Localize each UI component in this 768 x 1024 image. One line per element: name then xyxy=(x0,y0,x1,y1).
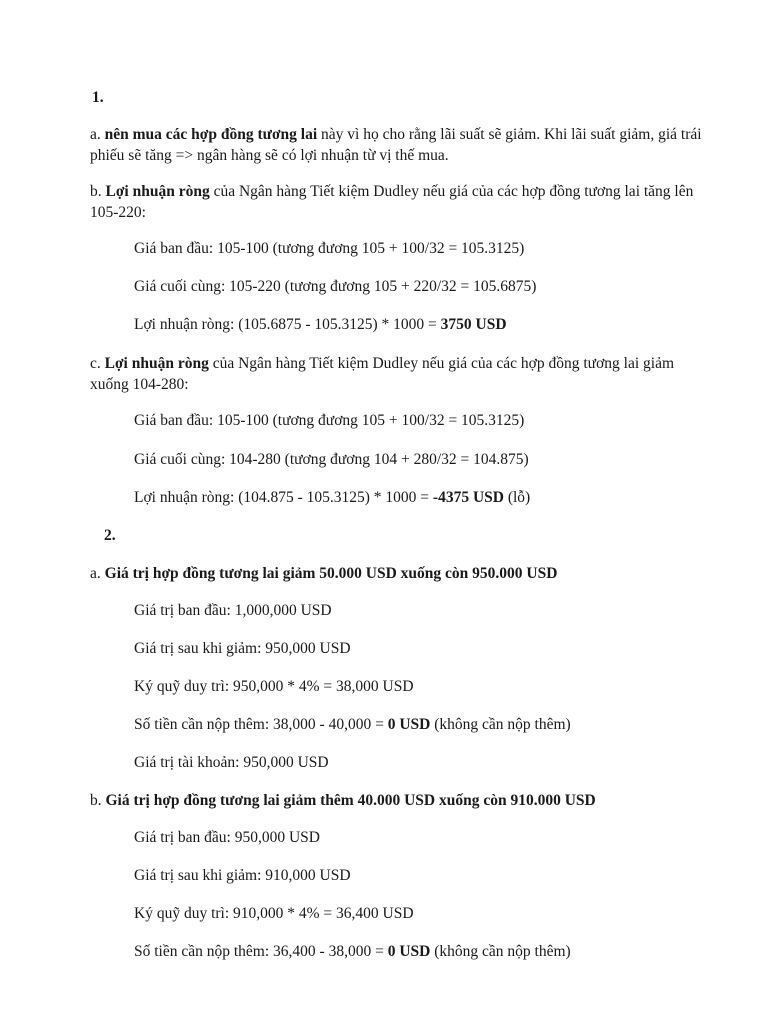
answer-2b-initial-value: Giá trị ban đầu: 950,000 USD xyxy=(134,829,320,846)
answer-2a-additional-deposit: Số tiền cần nộp thêm: 38,000 - 40,000 = 0 USD (không cần nộp thêm) xyxy=(134,716,571,733)
answer-2a-title: a. Giá trị hợp đồng tương lai giảm 50.000 USD xuống còn 950.000 USD xyxy=(90,565,558,582)
answer-2a-account-value: Giá trị tài khoản: 950,000 USD xyxy=(134,754,329,771)
answer-1c-final-price: Giá cuối cùng: 104-280 (tương đương 104 + 280/32 = 104.875) xyxy=(134,451,529,468)
answer-2a-initial-value: Giá trị ban đầu: 1,000,000 USD xyxy=(134,602,332,619)
answer-1b-net-profit: Lợi nhuận ròng: (105.6875 - 105.3125) * 1000 = 3750 USD xyxy=(134,316,507,333)
answer-2b-after-value: Giá trị sau khi giảm: 910,000 USD xyxy=(134,867,351,884)
answer-1a: a. nên mua các hợp đồng tương lai này vì họ cho rằng lãi suất sẽ giảm. Khi lãi suất giảm, giá trái phiếu sẽ tăng => ngân hàng sẽ có lợi nhuận từ vị thế mua. xyxy=(90,126,702,164)
answer-2b-additional-deposit: Số tiền cần nộp thêm: 36,400 - 38,000 = 0 USD (không cần nộp thêm) xyxy=(134,943,571,960)
answer-2a-maintenance-margin: Ký quỹ duy trì: 950,000 * 4% = 38,000 USD xyxy=(134,678,414,695)
answer-1b-final-price: Giá cuối cùng: 105-220 (tương đương 105 + 220/32 = 105.6875) xyxy=(134,278,537,295)
answer-2a-after-value: Giá trị sau khi giảm: 950,000 USD xyxy=(134,640,351,657)
answer-1c-net-profit: Lợi nhuận ròng: (104.875 - 105.3125) * 1000 = -4375 USD (lỗ) xyxy=(134,489,531,506)
answer-1c-initial-price: Giá ban đầu: 105-100 (tương đương 105 + 100/32 = 105.3125) xyxy=(134,412,525,429)
answer-2b-maintenance-margin: Ký quỹ duy trì: 910,000 * 4% = 36,400 USD xyxy=(134,905,414,922)
answer-1b: b. Lợi nhuận ròng của Ngân hàng Tiết kiệm Dudley nếu giá của các hợp đồng tương lai tăng lên 105-220: xyxy=(90,183,694,221)
section-2-heading: 2. xyxy=(104,527,116,544)
section-1-heading: 1. xyxy=(92,89,104,106)
answer-1b-initial-price: Giá ban đầu: 105-100 (tương đương 105 + 100/32 = 105.3125) xyxy=(134,240,525,257)
answer-1c: c. Lợi nhuận ròng của Ngân hàng Tiết kiệm Dudley nếu giá của các hợp đồng tương lai giảm xuống 104-280: xyxy=(90,355,675,393)
answer-2b-title: b. Giá trị hợp đồng tương lai giảm thêm 40.000 USD xuống còn 910.000 USD xyxy=(90,792,596,809)
